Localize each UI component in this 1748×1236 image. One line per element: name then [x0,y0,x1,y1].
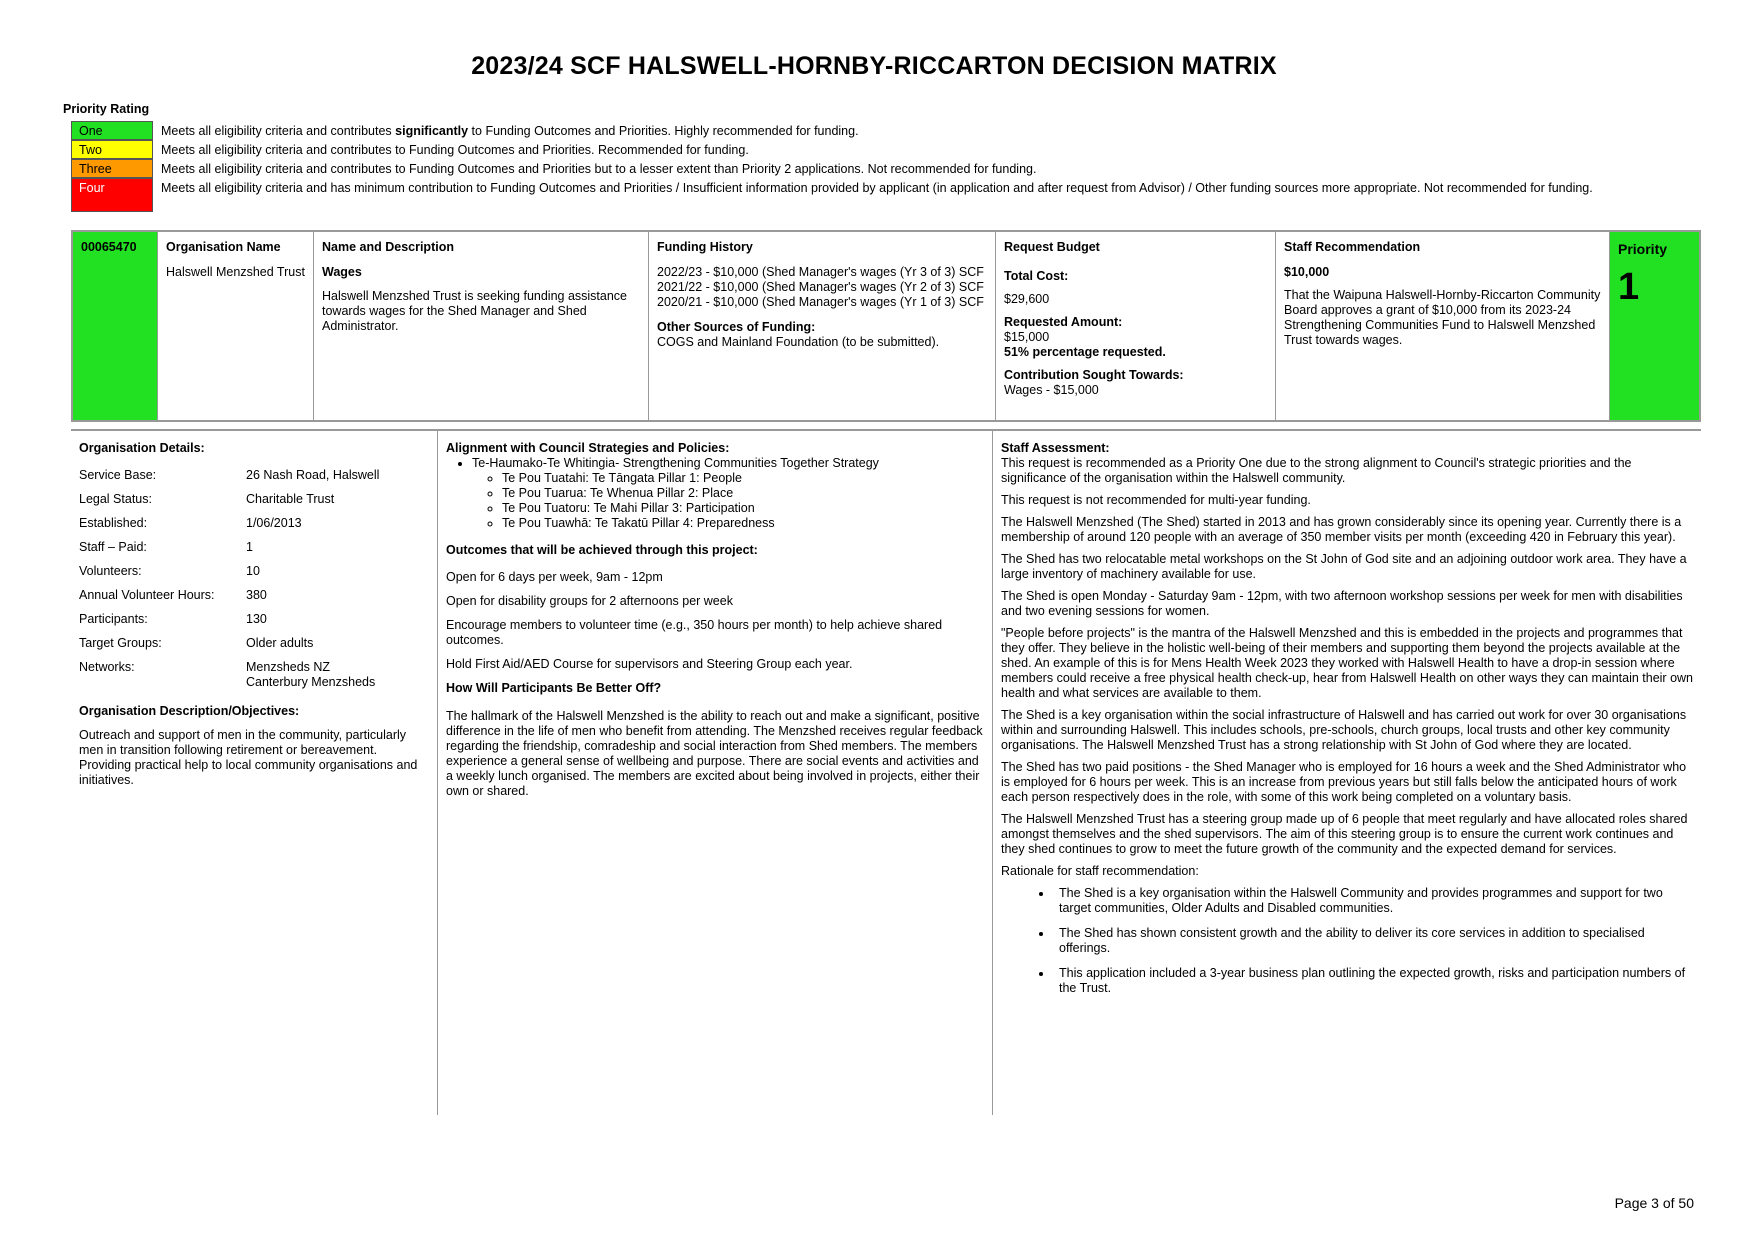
swatch-three: Three [71,159,153,178]
outcome-item: Open for disability groups for 2 afternoons per week [446,594,733,608]
requested-amount-label: Requested Amount: [1004,315,1123,329]
rationale-list [1001,886,1693,996]
project-name: Wages [322,265,362,279]
detail-label: Established: [79,516,148,530]
priority-value: 1 [1618,266,1640,308]
detail-label: Staff – Paid: [79,540,147,554]
detail-row [79,540,429,555]
detail-row [79,588,429,603]
legend-row-one [71,121,1651,140]
detail-value: 10 [246,564,260,578]
swatch-four: Four [71,178,153,212]
better-off-heading: How Will Participants Be Better Off? [446,681,662,695]
legend-desc-one: Meets all eligibility criteria and contributes significantly to Funding Outcomes and Priorities. Highly recommended for funding. [161,124,859,138]
detail-label: Target Groups: [79,636,162,650]
legend-desc-three: Meets all eligibility criteria and contributes to Funding Outcomes and Priorities but to a lesser extent than Priority 2 applications. Not recommended for funding. [161,162,1037,176]
swatch-one: One [71,121,153,140]
requested-amount-value: $15,000 [1004,330,1050,344]
detail-row [79,564,429,579]
rationale-item: • The Shed is a key organisation within the Halswell Community and provides programmes and support for two target communities, Older Adults and Disabled communities. [1053,886,1693,916]
strategy-item: • Te-Haumako-Te Whitingia- Strengthening Communities Together Strategy ◦ Te Pou Tuatahi: Te Tāngata Pillar 1: People ◦ Te Pou Tuarua: Te Whenua Pillar 2: Place ◦ Te Pou Tuatoru: Te Mahi Pillar 3: Participation ◦ Te Pou Tuawhā: Te Takatū Pillar 4: Preparedness [472,456,984,531]
request-budget-cell [996,232,1276,420]
pillar-item: ◦ Te Pou Tuarua: Te Whenua Pillar 2: Place [502,486,984,501]
staff-recommendation-cell [1276,232,1610,420]
detail-value: 130 [246,612,267,626]
assessment-paragraph: This request is recommended as a Priority One due to the strong alignment to Council's strategic priorities and the significance of the organisation within the Halswell community. [1001,456,1632,485]
percentage-requested: 51% percentage requested. [1004,345,1166,359]
detail-label: Annual Volunteer Hours: [79,588,215,602]
project-description-cell [314,232,649,420]
funding-history-cell [649,232,996,420]
other-sources: COGS and Mainland Foundation (to be submitted). [657,335,940,349]
legend-row-three [71,159,1651,178]
priority-heading: Priority [1618,241,1668,257]
organisation-details-heading: Organisation Details: [79,441,205,455]
page-number: Page 3 of 50 [1614,1195,1694,1211]
assessment-paragraph: The Shed is open Monday - Saturday 9am - 12pm, with two afternoon workshop sessions per week for men with disabilities and two evening sessions for women. [1001,589,1683,618]
detail-value: 1 [246,540,253,554]
strategy-list [446,456,984,531]
recommended-amount: $10,000 [1284,265,1330,279]
detail-value: Menzsheds NZ Canterbury Menzsheds [246,660,376,689]
rationale-item: • This application included a 3-year business plan outlining the expected growth, risks and participation numbers of the Trust. [1053,966,1693,996]
detail-value: Older adults [246,636,314,650]
outcome-item: Open for 6 days per week, 9am - 12pm [446,570,663,584]
alignment-column [438,431,993,1115]
assessment-paragraph: "People before projects" is the mantra of the Halswell Menzshed and this is embedded in the projects and programmes that they offer. They believe in the holistic well-being of their members and supporting them beyond the projects available at the shed. An example of this is for Mens Health Week 2023 they worked with Halswell Health to have a drop-in session where members could receive a free physical health check-up, hear from Halswell Health on other ways they can maintain their own health and what services are available to them. [1001,626,1693,700]
organisation-details-column [71,431,438,1115]
staff-assessment-column [993,431,1701,1115]
other-sources-heading: Other Sources of Funding: [657,320,816,334]
recommendation-text: That the Waipuna Halswell-Hornby-Riccarton Community Board approves a grant of $10,000 from its 2023-24 Strengthening Communities Fund to Halswell Menzshed Trust towards wages. [1284,288,1601,347]
assessment-paragraph: The Halswell Menzshed Trust has a steering group made up of 6 people that meet regularly and have allocated roles shared amongst themselves and the shed supervisors. The aim of this steering group is to ensure the current work continues and they shed continues to grow to meet the future growth of the community and the expected demand for services. [1001,812,1688,856]
better-off-text: The hallmark of the Halswell Menzshed is the ability to reach out and make a significant, positive difference in the life of men who benefit from attending. The Menzshed receives regular feedback regarding the friendship, comradeship and social interaction from Shed members. The members experience a general sense of wellbeing and purpose. There are social events and activities and a weekly lunch organised. The members are excited about being involved in projects, either their own or shared. [446,709,983,798]
detail-row [79,612,429,627]
detail-value: 380 [246,588,267,602]
detail-label: Legal Status: [79,492,152,506]
funding-history-item: 2020/21 - $10,000 (Shed Manager's wages (Yr 1 of 3) SCF [657,295,984,309]
detail-row [79,516,429,531]
priority-cell [1610,232,1699,420]
objectives-text: Outreach and support of men in the community, particularly men in transition following retirement or bereavement. Providing practical help to local community organisations and initiatives. [79,728,418,787]
rationale-heading: Rationale for staff recommendation: [1001,864,1199,878]
pillar-item: ◦ Te Pou Tuatoru: Te Mahi Pillar 3: Participation [502,501,984,516]
swatch-two: Two [71,140,153,159]
legend-desc-two: Meets all eligibility criteria and contributes to Funding Outcomes and Priorities. Recommended for funding. [161,143,749,157]
priority-legend [71,121,1651,212]
objectives-heading: Organisation Description/Objectives: [79,704,300,718]
page-title: 2023/24 SCF HALSWELL-HORNBY-RICCARTON DECISION MATRIX [471,52,1277,80]
total-cost-label: Total Cost: [1004,269,1069,283]
outcome-item: Encourage members to volunteer time (e.g., 350 hours per month) to help achieve shared outcomes. [446,618,943,647]
staff-recommendation-heading: Staff Recommendation [1284,240,1421,254]
detail-row [79,492,429,507]
detail-value: 26 Nash Road, Halswell [246,468,380,482]
assessment-section [71,429,1701,1115]
legend-row-four [71,178,1651,212]
detail-label: Networks: [79,660,135,674]
detail-value: 1/06/2013 [246,516,302,530]
contribution-value: Wages - $15,000 [1004,383,1099,397]
detail-label: Service Base: [79,468,157,482]
assessment-paragraph: The Shed is a key organisation within the social infrastructure of Halswell and has carried out work for over 30 organisations within and surrounding Halswell. This includes schools, pre-schools, church groups, local trusts and other key community organisations. The Halswell Menzshed Trust has a strong relationship with St John of God where they are located. [1001,708,1687,752]
detail-label: Participants: [79,612,148,626]
funding-history-item: 2022/23 - $10,000 (Shed Manager's wages (Yr 3 of 3) SCF [657,265,984,279]
outcomes-heading: Outcomes that will be achieved through this project: [446,543,758,557]
request-budget-heading: Request Budget [1004,240,1100,254]
assessment-paragraph: The Shed has two relocatable metal workshops on the St John of God site and an adjoining outdoor work area. They have a large inventory of machinery available for use. [1001,552,1687,581]
project-description: Halswell Menzshed Trust is seeking funding assistance towards wages for the Shed Manager and Shed Administrator. [322,289,628,333]
alignment-heading: Alignment with Council Strategies and Policies: [446,441,730,455]
rationale-item: • The Shed has shown consistent growth and the ability to deliver its core services in addition to specialised offerings. [1053,926,1693,956]
detail-row [79,468,429,483]
outcome-item: Hold First Aid/AED Course for supervisors and Steering Group each year. [446,657,853,671]
application-id: 00065470 [81,240,137,254]
organisation-name: Halswell Menzshed Trust [166,265,305,279]
organisation-name-cell [158,232,314,420]
legend-desc-four: Meets all eligibility criteria and has minimum contribution to Funding Outcomes and Priorities / Insufficient information provided by applicant (in application and after request from Advisor) / Other funding sources more appropriate. Not recommended for funding. [161,181,1593,195]
contribution-label: Contribution Sought Towards: [1004,368,1184,382]
assessment-paragraph: This request is not recommended for multi-year funding. [1001,493,1311,507]
detail-row [79,636,429,651]
organisation-name-heading: Organisation Name [166,240,281,254]
application-id-cell [73,232,158,420]
assessment-paragraph: The Halswell Menzshed (The Shed) started in 2013 and has grown considerably since its opening year. Currently there is a membership of around 120 people with an average of 350 member visits per month (exceeding 420 in February this year). [1001,515,1682,544]
priority-rating-heading: Priority Rating [63,102,150,116]
detail-value: Charitable Trust [246,492,335,506]
funding-history-heading: Funding History [657,240,753,254]
staff-assessment-heading: Staff Assessment: [1001,441,1110,455]
application-summary-table [71,230,1701,422]
pillar-item: ◦ Te Pou Tuawhā: Te Takatū Pillar 4: Preparedness [502,516,984,531]
assessment-paragraph: The Shed has two paid positions - the Shed Manager who is employed for 16 hours a week and the Shed Administrator who is employed for 6 hours per week. This is an increase from previous years but still falls below the anticipated hours of work each person respectively does in the role, with some of this work being completed on a voluntary basis. [1001,760,1687,804]
total-cost-value: $29,600 [1004,292,1050,306]
detail-row [79,660,429,690]
pillar-list [472,471,984,531]
legend-row-two [71,140,1651,159]
pillar-item: ◦ Te Pou Tuatahi: Te Tāngata Pillar 1: People [502,471,984,486]
funding-history-item: 2021/22 - $10,000 (Shed Manager's wages (Yr 2 of 3) SCF [657,280,984,294]
detail-label: Volunteers: [79,564,142,578]
name-description-heading: Name and Description [322,240,454,254]
